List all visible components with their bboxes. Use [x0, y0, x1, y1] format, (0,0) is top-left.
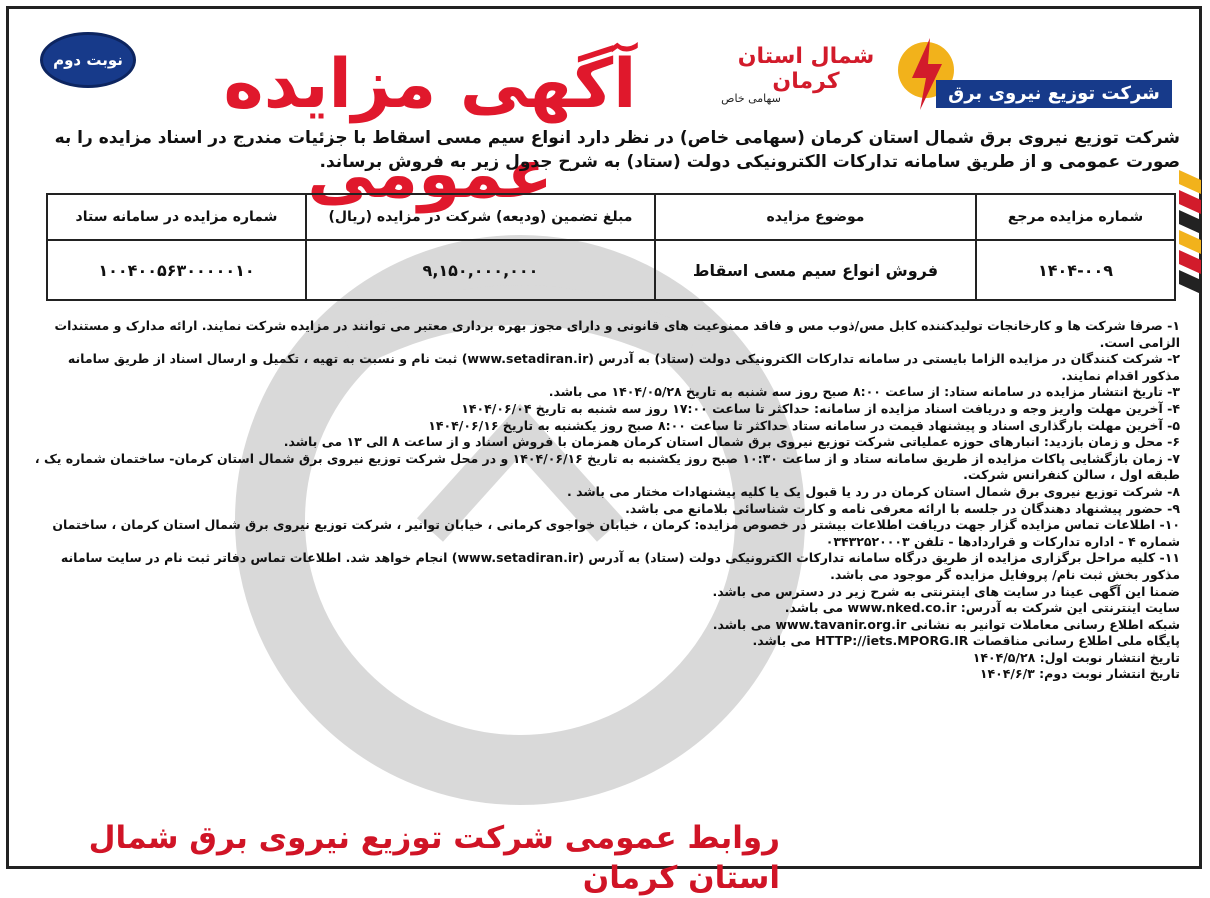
list-item: ضمنا این آگهی عینا در سایت های اینترنتی به شرح زیر در دسترس می باشد. — [712, 583, 1180, 599]
company-logo — [716, 34, 1172, 118]
table-header-row — [47, 194, 1175, 240]
list-item: تاریخ انتشار نوبت دوم: ۱۴۰۴/۶/۳ — [979, 666, 1180, 682]
list-item: ۱۱- کلیه مراحل برگزاری مزایده از طریق درگاه سامانه تدارکات الکترونیکی دولت (ستاد) به آدرس (www.setadiran.ir) انجام خواهد شد. اطلاعات تماس دفاتر ثبت نام در سایت سامانه مذکور بخش ثبت نام/ پروفایل مزایده گر موجود می باشد. — [60, 550, 1180, 582]
badge-label: نوبت دوم — [53, 51, 123, 69]
list-item: ۳- تاریخ انتشار مزایده در سامانه ستاد: از ساعت ۸:۰۰ صبح روز سه شنبه به تاریخ ۱۴۰۴/۰۵/۲۸ می باشد. — [548, 384, 1180, 400]
page-title: آگهی مزایده عمومی — [223, 45, 637, 214]
list-item: ۴- آخرین مهلت واریز وجه و دریافت اسناد مزایده از سامانه: حداکثر تا ساعت ۱۷:۰۰ روز سه شنبه به تاریخ ۱۴۰۴/۰۶/۰۴ — [461, 400, 1180, 416]
footer-signature: روابط عمومی شرکت توزیع نیروی برق شمال استان کرمان — [88, 820, 780, 896]
logo-company-bar: شرکت توزیع نیروی برق — [936, 80, 1172, 108]
conditions-list — [30, 318, 1180, 683]
list-item: ۲- شرکت کنندگان در مزایده الزاما بایستی در سامانه تدارکات الکترونیکی دولت (ستاد) به آدرس (www.setadiran.ir) ثبت نام و نسبت به تهیه ، تکمیل و ارسال اسناد از طریق سامانه مذکور اقدام نمایند. — [67, 351, 1180, 383]
header-deposit: مبلغ تضمین (ودیعه) شرکت در مزایده (ریال) — [306, 194, 655, 240]
cell-deposit: ۹,۱۵۰,۰۰۰,۰۰۰ — [306, 240, 655, 300]
logo-subtitle: سهامی خاص — [721, 92, 781, 105]
list-item: تاریخ انتشار نوبت اول: ۱۴۰۴/۵/۲۸ — [972, 649, 1180, 665]
list-item: ۷- زمان بازگشایی پاکات مزایده از طریق سامانه ستاد و از ساعت ۱۰:۳۰ صبح روز یکشنبه به تاریخ ۱۴۰۴/۰۶/۱۶ و در محل شرکت توزیع نیروی برق شمال استان کرمان- ساختمان شماره یک ، طبقه اول ، سالن کنفرانس شرکت. — [34, 450, 1180, 483]
list-item: ۱۰- اطلاعات تماس مزایده گزار جهت دریافت اطلاعات بیشتر در خصوص مزایده: کرمان ، خیابان خواجوی کرمانی ، خیابان توانیر ، شرکت توزیع نیروی برق شمال استان کرمان ، ساختمان شماره ۴ - اداره تدارکات و قراردادها - تلفن ۰۳۴۳۲۵۲۰۰۰۳ — [52, 517, 1180, 549]
header-subject: موضوع مزایده — [655, 194, 976, 240]
logo-name: شمال استان کرمان — [737, 44, 875, 94]
list-item: ۹- حضور پیشنهاد دهندگان در جلسه با ارائه معرفی نامه و کارت شناسائی بلامانع می باشد. — [625, 500, 1180, 516]
list-item: ۸- شرکت توزیع نیروی برق شمال استان کرمان در رد یا قبول یک یا کلیه پیشنهادات مختار می باشد . — [567, 483, 1180, 499]
intro-paragraph: شرکت توزیع نیروی برق شمال استان کرمان (سهامی خاص) در نظر دارد انواع سیم مسی اسقاط با جزئیات مندرج در اسناد مزایده را به صورت عمومی و از طریق سامانه تدارکات الکترونیکی دولت (ستاد) به شرح جدول زیر به فروش برساند. — [54, 128, 1180, 172]
list-item: ۶- محل و زمان بازدید: انبارهای حوزه عملیاتی شرکت توزیع نیروی برق شمال استان کرمان همزمان با فروش اسناد و از ساعت ۸ الی ۱۳ می باشد. — [283, 434, 1180, 450]
round-badge — [40, 32, 136, 88]
cell-setad-number: ۱۰۰۴۰۰۵۶۳۰۰۰۰۰۱۰ — [47, 240, 306, 300]
list-item: ۱- صرفا شرکت ها و کارخانجات تولیدکننده کابل مس/ذوب مس و فاقد ممنوعیت های قانونی و دارای مجوز بهره برداری معتبر می توانند در مزایده شرکت نمایند. ارائه مدارک و مستندات الزامی است. — [54, 318, 1180, 350]
list-item: پایگاه ملی اطلاع رسانی مناقصات HTTP://iets.MPORG.IR می باشد. — [752, 633, 1180, 649]
cell-subject: فروش انواع سیم مسی اسقاط — [655, 240, 976, 300]
list-item: سایت اینترنتی این شرکت به آدرس: www.nked.co.ir می باشد. — [784, 600, 1180, 616]
list-item: شبکه اطلاع رسانی معاملات توانیر به نشانی www.tavanir.org.ir می باشد. — [712, 616, 1180, 632]
cell-ref-number: ۱۴۰۴-۰۰۹ — [976, 240, 1175, 300]
auction-table — [46, 193, 1176, 301]
decorative-stripes-icon — [1179, 170, 1201, 300]
list-item: ۵- آخرین مهلت بارگذاری اسناد و پیشنهاد قیمت در سامانه ستاد حداکثر تا ساعت ۸:۰۰ صبح روز یکشنبه به تاریخ ۱۴۰۴/۰۶/۱۶ — [428, 417, 1180, 433]
table-row — [47, 240, 1175, 300]
header-setad-number: شماره مزایده در سامانه ستاد — [47, 194, 306, 240]
header-ref-number: شماره مزایده مرجع — [976, 194, 1175, 240]
